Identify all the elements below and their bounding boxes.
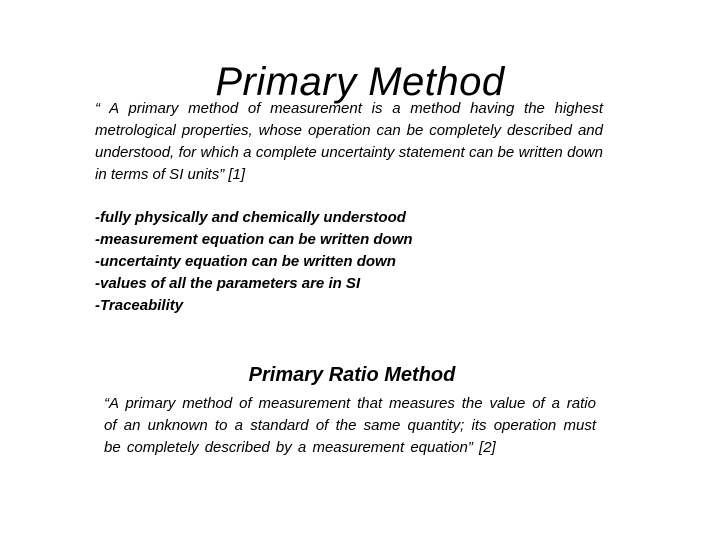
criteria-item: -uncertainty equation can be written down <box>95 253 396 270</box>
criteria-item: -measurement equation can be written down <box>95 231 413 248</box>
primary-method-definition: “ A primary method of measurement is a method having the highest metrological properties, whose operation can be completely described and understood, for which a complete uncertainty statement can be written down in terms of SI units” [1] <box>95 100 603 183</box>
primary-ratio-method-definition: “A primary method of measurement that measures the value of a ratio of an unknown to a standard of the same quantity; its operation must be completely described by a measurement equation” [2] <box>104 395 596 456</box>
criteria-item: -values of all the parameters are in SI <box>95 275 361 292</box>
page-title: Primary Method <box>215 59 505 104</box>
section-subtitle: Primary Ratio Method <box>248 363 456 386</box>
criteria-item: -Traceability <box>95 297 184 314</box>
criteria-item: -fully physically and chemically understood <box>95 209 406 226</box>
criteria-list <box>95 207 515 317</box>
